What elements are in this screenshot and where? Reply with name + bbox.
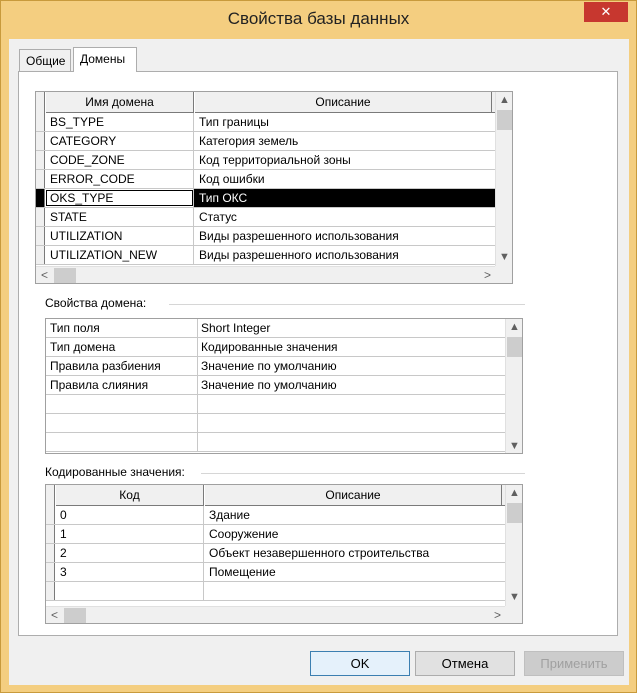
property-name-cell	[46, 433, 198, 451]
domain-description-cell[interactable]: Виды разрешенного использования	[194, 246, 496, 264]
cancel-button[interactable]: Отмена	[415, 651, 515, 676]
coded-hscroll[interactable]	[46, 606, 506, 623]
row-selector[interactable]	[36, 189, 45, 207]
scroll-left-icon[interactable]: <	[40, 268, 48, 282]
domain-properties-grid[interactable]	[45, 318, 523, 454]
property-value-cell[interactable]: Short Integer	[198, 319, 506, 337]
column-header-description[interactable]: Описание	[194, 92, 492, 113]
domain-name-cell[interactable]: UTILIZATION_NEW	[45, 246, 194, 264]
domain-name-cell[interactable]: ERROR_CODE	[45, 170, 194, 188]
scroll-corner	[505, 606, 522, 623]
scroll-down-icon[interactable]: ▼	[499, 251, 510, 263]
domain-row[interactable]	[36, 151, 496, 170]
domain-row[interactable]	[36, 132, 496, 151]
scroll-thumb[interactable]	[64, 608, 86, 623]
property-name-cell	[46, 414, 198, 432]
header-corner	[36, 92, 45, 113]
row-selector[interactable]	[46, 582, 55, 600]
scroll-thumb[interactable]	[497, 110, 512, 130]
property-value-cell[interactable]: Значение по умолчанию	[198, 376, 506, 394]
property-name-cell: Тип поля	[46, 319, 198, 337]
property-row[interactable]	[46, 338, 506, 357]
code-cell[interactable]: 1	[55, 525, 204, 543]
domain-row[interactable]	[36, 170, 496, 189]
property-row[interactable]	[46, 357, 506, 376]
tab-general[interactable]: Общие	[19, 49, 71, 71]
apply-button[interactable]: Применить	[524, 651, 624, 676]
domain-name-cell[interactable]: CATEGORY	[45, 132, 194, 150]
coded-values-label: Кодированные значения:	[45, 465, 185, 479]
domain-name-cell[interactable]: UTILIZATION	[45, 227, 194, 245]
scroll-up-icon[interactable]: ▲	[499, 94, 510, 106]
scroll-thumb[interactable]	[54, 268, 76, 283]
domain-properties-label: Свойства домена:	[45, 296, 147, 310]
tab-domains[interactable]: Домены	[73, 47, 137, 72]
domain-name-cell[interactable]: STATE	[45, 208, 194, 226]
row-selector[interactable]	[36, 132, 45, 150]
properties-vscroll[interactable]	[505, 319, 522, 454]
ok-button[interactable]: OK	[310, 651, 410, 676]
domains-hscroll[interactable]	[36, 266, 496, 283]
row-selector[interactable]	[46, 544, 55, 562]
row-selector[interactable]	[46, 563, 55, 581]
coded-value-row[interactable]	[46, 525, 506, 544]
property-value-cell[interactable]: Кодированные значения	[198, 338, 506, 356]
coded-value-row[interactable]	[46, 563, 506, 582]
close-button[interactable]: ✕	[584, 2, 628, 22]
property-value-cell[interactable]	[198, 433, 506, 451]
domain-row[interactable]	[36, 246, 496, 265]
property-value-cell[interactable]	[198, 414, 506, 432]
code-description-cell[interactable]: Сооружение	[204, 525, 506, 543]
coded-values-header	[46, 485, 506, 506]
domain-row[interactable]	[36, 113, 496, 132]
scroll-up-icon[interactable]: ▲	[509, 321, 520, 333]
dialog-client	[9, 39, 629, 685]
coded-value-row[interactable]	[46, 582, 506, 601]
domain-name-cell[interactable]: CODE_ZONE	[45, 151, 194, 169]
scroll-down-icon[interactable]: ▼	[509, 440, 520, 452]
code-description-cell[interactable]: Помещение	[204, 563, 506, 581]
coded-values-grid[interactable]	[45, 484, 523, 624]
code-cell[interactable]	[55, 582, 204, 600]
domain-row[interactable]	[36, 189, 496, 208]
domain-row[interactable]	[36, 227, 496, 246]
property-value-cell[interactable]: Значение по умолчанию	[198, 357, 506, 375]
property-value-cell[interactable]	[198, 395, 506, 413]
coded-vscroll[interactable]	[505, 485, 522, 606]
title-bar[interactable]	[1, 1, 636, 39]
scroll-right-icon[interactable]: >	[483, 268, 491, 282]
property-row[interactable]	[46, 395, 506, 414]
row-selector[interactable]	[36, 227, 45, 245]
property-name-cell: Правила разбиения	[46, 357, 198, 375]
scroll-left-icon[interactable]: <	[50, 608, 58, 622]
property-name-cell	[46, 395, 198, 413]
domain-description-cell[interactable]: Тип границы	[194, 113, 496, 131]
row-selector[interactable]	[36, 208, 45, 226]
separator	[169, 304, 525, 305]
domain-description-cell[interactable]: Код территориальной зоны	[194, 151, 496, 169]
scroll-right-icon[interactable]: >	[493, 608, 501, 622]
scroll-up-icon[interactable]: ▲	[509, 487, 520, 499]
domains-vscroll[interactable]	[495, 92, 512, 266]
header-corner	[46, 485, 55, 506]
domain-name-cell[interactable]: BS_TYPE	[45, 113, 194, 131]
property-row[interactable]	[46, 414, 506, 433]
column-header-description[interactable]: Описание	[204, 485, 502, 506]
property-row[interactable]	[46, 433, 506, 452]
domain-description-cell[interactable]: Виды разрешенного использования	[194, 227, 496, 245]
scroll-thumb[interactable]	[507, 337, 522, 357]
domains-grid-header	[36, 92, 496, 113]
coded-value-row[interactable]	[46, 544, 506, 563]
code-cell[interactable]: 0	[55, 506, 204, 524]
domain-name-cell[interactable]: OKS_TYPE	[45, 189, 194, 207]
code-description-cell[interactable]: Объект незавершенного строительства	[204, 544, 506, 562]
code-cell[interactable]: 3	[55, 563, 204, 581]
scroll-thumb[interactable]	[507, 503, 522, 523]
code-description-cell[interactable]: Здание	[204, 506, 506, 524]
domains-grid[interactable]	[35, 91, 513, 284]
domain-description-cell[interactable]: Тип ОКС	[194, 189, 496, 207]
code-description-cell[interactable]	[204, 582, 506, 600]
property-row[interactable]	[46, 376, 506, 395]
row-selector[interactable]	[36, 151, 45, 169]
property-row[interactable]	[46, 319, 506, 338]
row-selector[interactable]	[36, 246, 45, 264]
window-title: Свойства базы данных	[227, 9, 410, 28]
property-name-cell: Тип домена	[46, 338, 198, 356]
row-selector[interactable]	[46, 506, 55, 524]
coded-value-row[interactable]	[46, 506, 506, 525]
domains-tab-panel	[18, 71, 618, 636]
column-header-code[interactable]: Код	[55, 485, 204, 506]
row-selector[interactable]	[46, 525, 55, 543]
row-selector[interactable]	[36, 170, 45, 188]
domain-description-cell[interactable]: Категория земель	[194, 132, 496, 150]
column-header-domain-name[interactable]: Имя домена	[45, 92, 194, 113]
domain-description-cell[interactable]: Код ошибки	[194, 170, 496, 188]
row-selector[interactable]	[36, 113, 45, 131]
property-name-cell: Правила слияния	[46, 376, 198, 394]
domain-description-cell[interactable]: Статус	[194, 208, 496, 226]
scroll-corner	[495, 266, 512, 283]
scroll-down-icon[interactable]: ▼	[509, 591, 520, 603]
separator	[201, 473, 525, 474]
domain-row[interactable]	[36, 208, 496, 227]
code-cell[interactable]: 2	[55, 544, 204, 562]
